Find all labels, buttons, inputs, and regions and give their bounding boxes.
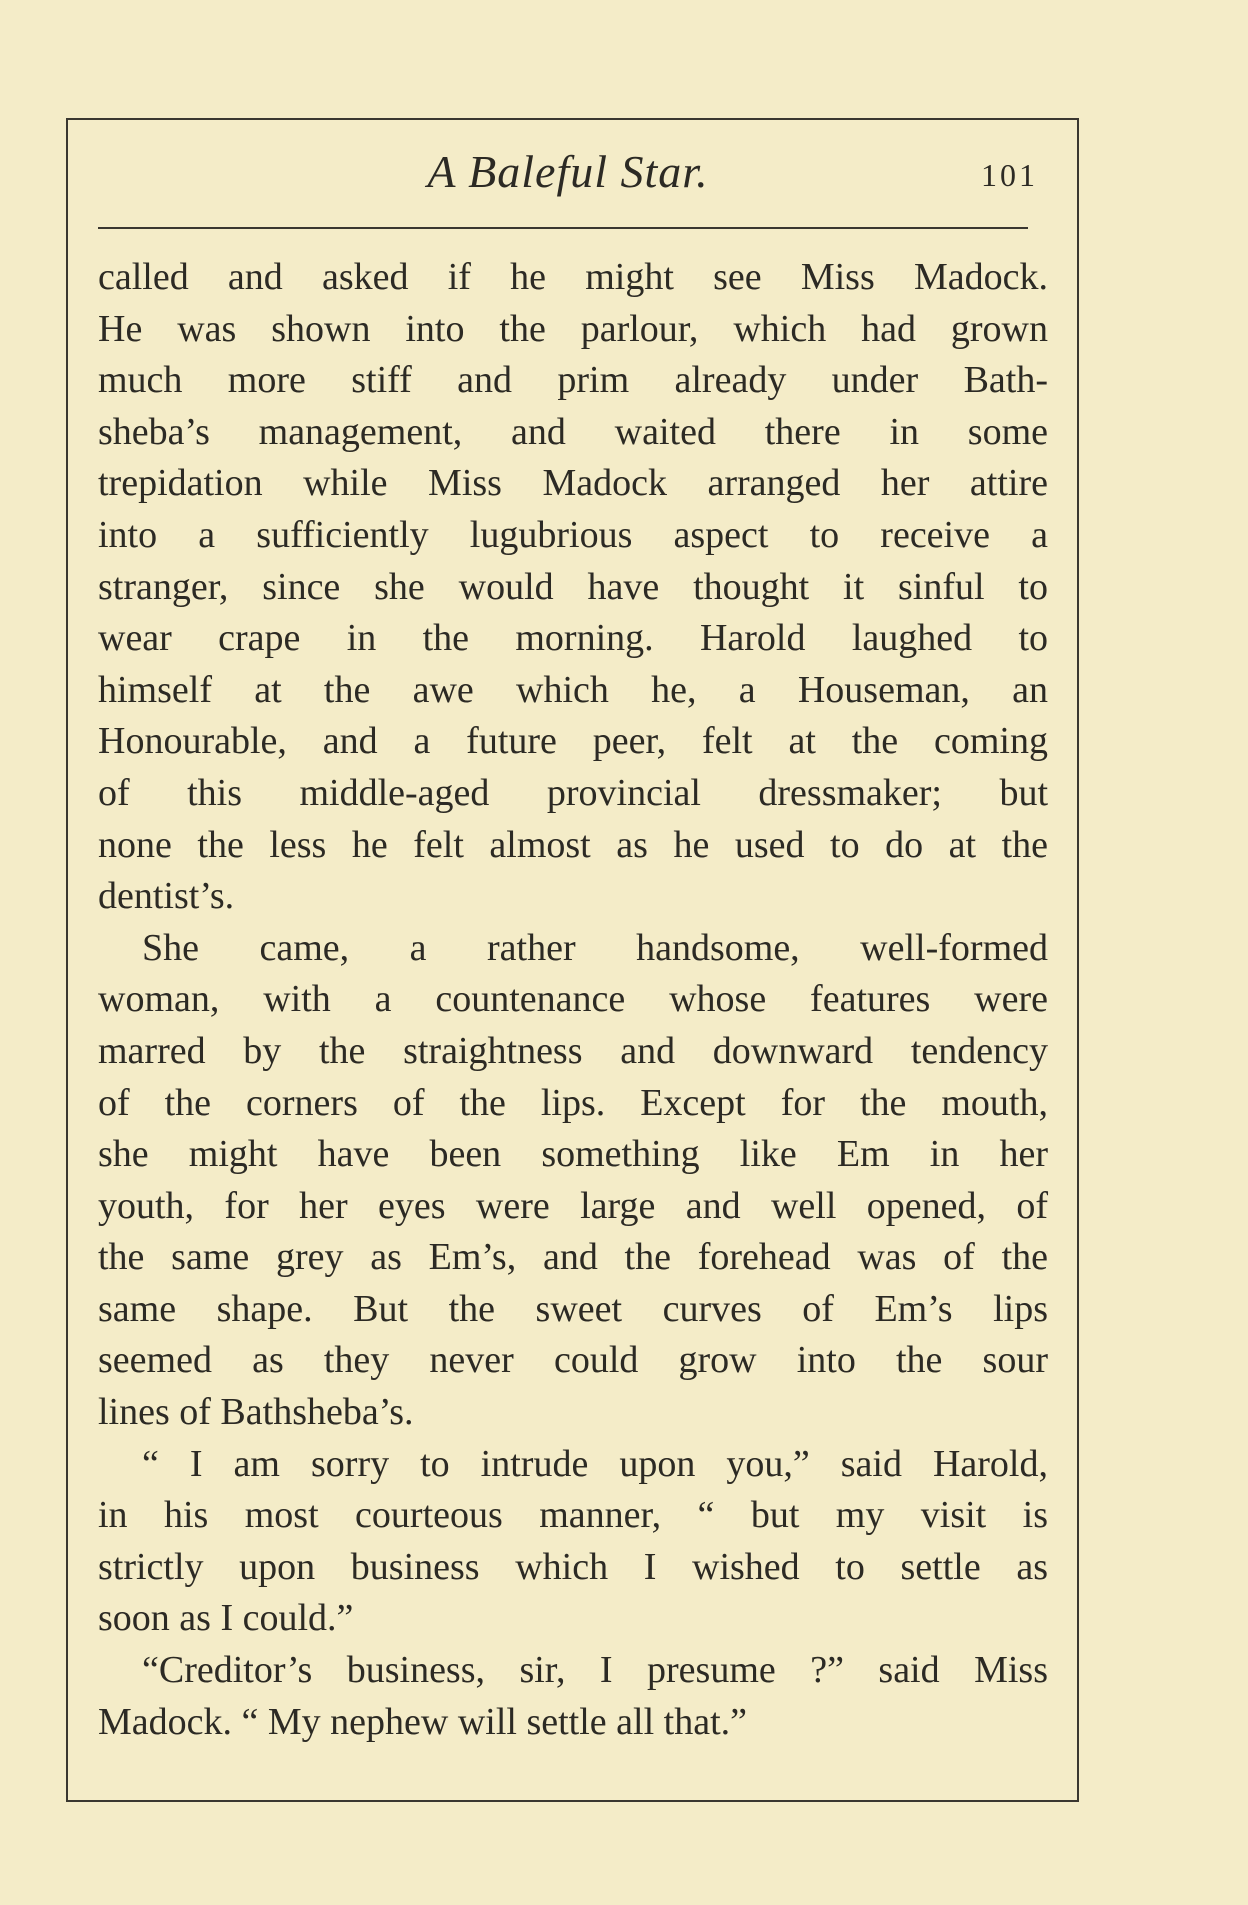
text-line: sheba’s management, and waited there in some — [98, 410, 1048, 453]
text-line: in his most courteous manner, “ but my visit is — [98, 1494, 1048, 1537]
text-line: dentist’s. — [98, 875, 235, 918]
paragraph — [98, 1645, 1048, 1748]
text-line: himself at the awe which he, a Houseman, an — [98, 668, 1048, 711]
running-title: A Baleful Star. — [427, 146, 709, 197]
text-line: none the less he felt almost as he used to do at the — [98, 823, 1048, 866]
text-line: called and asked if he might see Miss Madock. — [98, 256, 1048, 298]
text-line: soon as I could.” — [98, 1597, 354, 1640]
text-line: into a sufficiently lugubrious aspect to receive a — [98, 513, 1048, 556]
paragraph — [98, 252, 1048, 923]
paragraph — [98, 923, 1048, 1439]
text-line: Honourable, and a future peer, felt at the coming — [98, 720, 1048, 763]
text-line: He was shown into the parlour, which had grown — [98, 307, 1048, 350]
text-line: she might have been something like Em in her — [98, 1133, 1048, 1176]
running-head — [98, 145, 1038, 205]
text-line: “ I am sorry to intrude upon you,” said Harold, — [142, 1442, 1048, 1485]
text-line: stranger, since she would have thought it sinful to — [98, 565, 1048, 608]
text-line: “Creditor’s business, sir, I presume ?” said Miss — [142, 1649, 1048, 1692]
header-rule — [98, 227, 1028, 229]
body-text — [98, 252, 1048, 1748]
text-line: Madock. “ My nephew will settle all that.” — [98, 1700, 747, 1743]
page-number: 101 — [981, 157, 1038, 193]
text-line: trepidation while Miss Madock arranged her attire — [98, 462, 1048, 505]
text-line: woman, with a countenance whose features were — [98, 978, 1048, 1021]
text-line: same shape. But the sweet curves of Em’s lips — [98, 1287, 1048, 1330]
text-line: much more stiff and prim already under Bath- — [98, 359, 1048, 402]
text-line: the same grey as Em’s, and the forehead was of the — [98, 1236, 1048, 1279]
text-line: of this middle-aged provincial dressmaker; but — [98, 771, 1048, 814]
text-line: marred by the straightness and downward tendency — [98, 1029, 1048, 1072]
text-line: lines of Bathsheba’s. — [98, 1391, 414, 1434]
text-line: strictly upon business which I wished to settle as — [98, 1545, 1048, 1588]
text-line: She came, a rather handsome, well-formed — [142, 926, 1048, 969]
text-line: seemed as they never could grow into the sour — [98, 1339, 1048, 1382]
paragraph — [98, 1439, 1048, 1645]
text-line: wear crape in the morning. Harold laughed to — [98, 617, 1048, 660]
text-line: youth, for her eyes were large and well opened, of — [98, 1184, 1048, 1227]
text-line: of the corners of the lips. Except for the mouth, — [98, 1081, 1048, 1124]
